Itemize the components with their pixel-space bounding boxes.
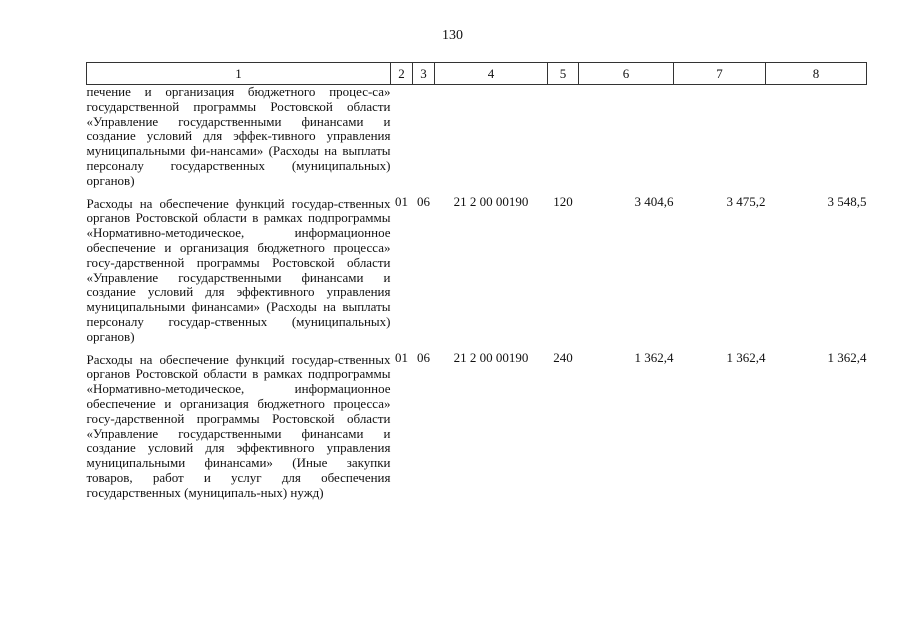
row-description: Расходы на обеспечение функций государ-ственных органов Ростовской области в рамках подпрограммы «Нормативно-методическое, информационное обеспечение и организация бюджетного процесса» госу-дарственной программы Ростовской области «Управление государственными финансами и создание условий для эффективного управления муниципальными финансами» (Расходы на выплаты персоналу государ-ственных (муниципальных) органов) <box>86 195 391 344</box>
table-row <box>87 195 867 351</box>
row-expense-type: 120 <box>553 193 573 209</box>
table-header-row <box>87 63 867 85</box>
row-expense-type <box>548 85 579 195</box>
row-target-article: 21 2 00 00190 <box>453 193 529 209</box>
row-amount-year-1 <box>579 85 674 195</box>
row-amount-year-3: 1 362,4 <box>827 349 867 365</box>
column-header-5: 5 <box>548 63 579 85</box>
row-description: Расходы на обеспечение функций государ-ственных органов Ростовской области в рамках подпрограммы «Нормативно-методическое, информационное обеспечение и организация бюджетного процесса» госу-дарственной программы Ростовской области «Управление государственными финансами и создание условий для эффективного управления муниципальными финансами» (Иные закупки товаров, работ и услуг для обеспечения государственных (муниципаль-ных) нужд) <box>86 351 391 500</box>
budget-table <box>86 62 867 507</box>
row-target-article <box>435 85 548 195</box>
row-description: печение и организация бюджетного процес-са» государственной программы Ростовской области «Управление государственными финансами и создание условий для эффек-тивного управления муниципальными фи-нансами» (Расходы на выплаты персоналу государственных (муниципальных) органов) <box>86 84 391 188</box>
column-header-6: 6 <box>579 63 674 85</box>
column-header-1: 1 <box>87 63 391 85</box>
column-header-7: 7 <box>674 63 766 85</box>
row-section <box>391 85 413 195</box>
row-amount-year-2 <box>674 85 766 195</box>
row-target-article: 21 2 00 00190 <box>453 349 529 365</box>
row-section: 01 <box>395 193 408 209</box>
row-subsection: 06 <box>417 349 430 365</box>
row-section: 01 <box>395 349 408 365</box>
column-header-4: 4 <box>435 63 548 85</box>
row-amount-year-2: 1 362,4 <box>726 349 766 365</box>
column-header-8: 8 <box>766 63 867 85</box>
row-amount-year-3 <box>766 85 867 195</box>
row-amount-year-1: 1 362,4 <box>634 349 674 365</box>
row-subsection <box>413 85 435 195</box>
table-row <box>87 85 867 195</box>
row-amount-year-1: 3 404,6 <box>634 193 674 209</box>
column-header-3: 3 <box>413 63 435 85</box>
row-subsection: 06 <box>417 193 430 209</box>
row-amount-year-2: 3 475,2 <box>726 193 766 209</box>
table-row <box>87 351 867 507</box>
page-number: 130 <box>442 28 463 43</box>
row-amount-year-3: 3 548,5 <box>827 193 867 209</box>
row-expense-type: 240 <box>553 349 573 365</box>
column-header-2: 2 <box>391 63 413 85</box>
